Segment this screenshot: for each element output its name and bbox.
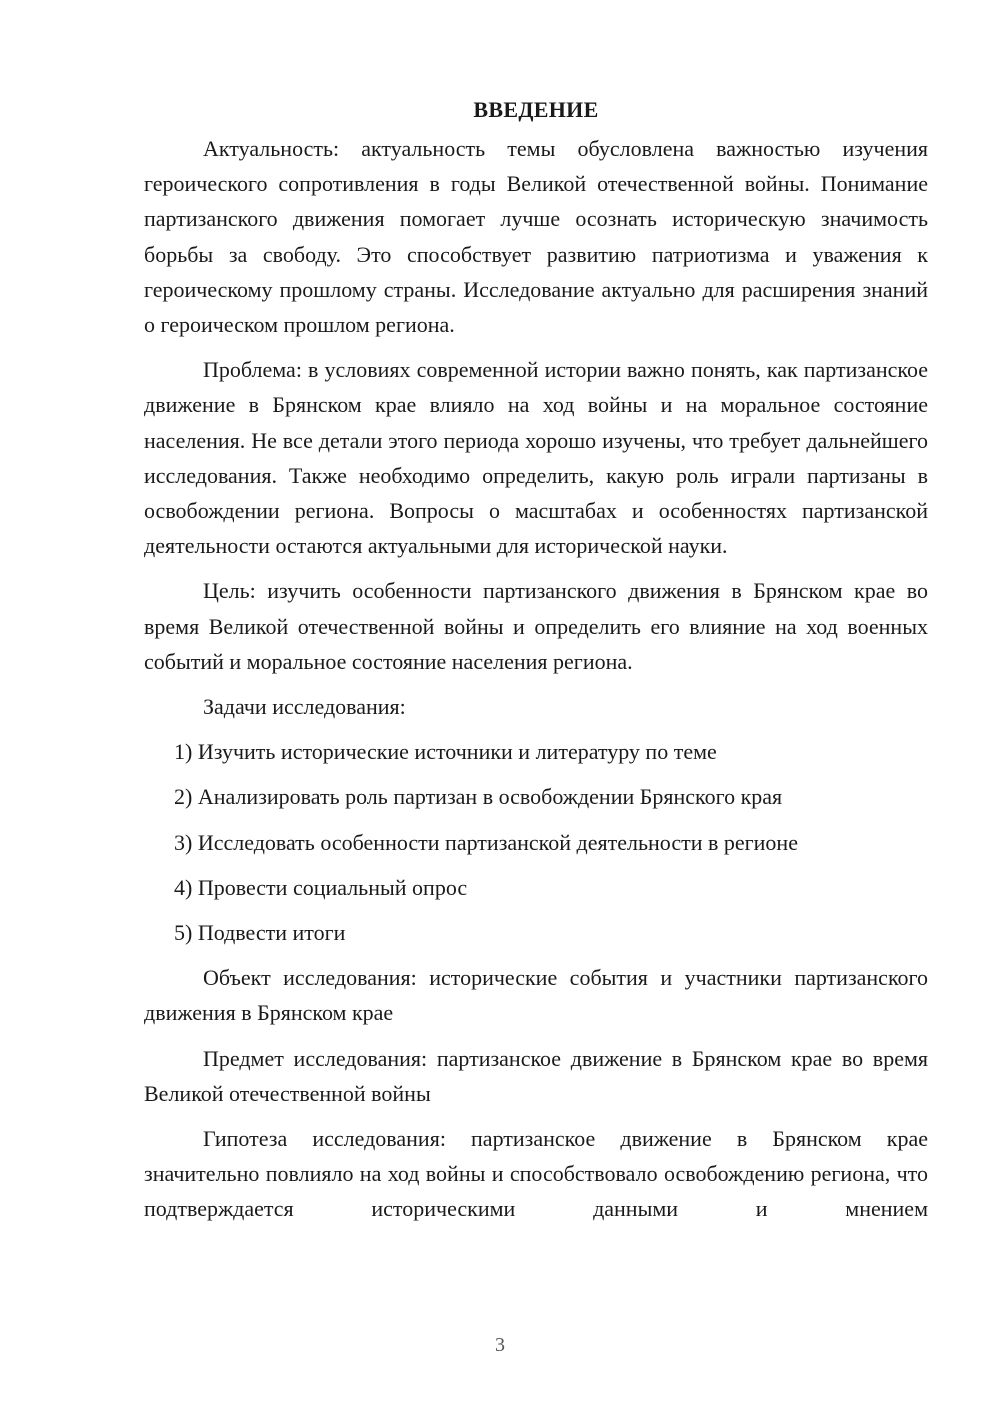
document-page xyxy=(144,92,928,1237)
paragraph-object: Объект исследования: исторические события и участники партизанского движения в Брянском крае xyxy=(144,965,928,1026)
paragraph-problem: Проблема: в условиях современной истории важно понять, как партизанское движение в Брянском крае влияло на ход войны и на моральное состояние населения. Не все детали этого периода хорошо изучены, что требует дальнейшего исследования. Также необходимо определить, какую роль играли партизаны в освобождении региона. Вопросы о масштабах и особенностях партизанской деятельности остаются актуальными для исторической науки. xyxy=(144,357,928,559)
list-item: 2) Анализировать роль партизан в освобождении Брянского края xyxy=(174,784,783,810)
paragraph-hypothesis: Гипотеза исследования: партизанское движение в Брянском крае значительно повлияло на ход войны и способствовало освобождению региона, что подтверждается историческими данными и мнением xyxy=(144,1126,928,1222)
tasks-list xyxy=(144,734,928,950)
list-item: 5) Подвести итоги xyxy=(174,920,346,946)
list-item: 3) Исследовать особенности партизанской деятельности в регионе xyxy=(174,829,798,855)
list-item: 1) Изучить исторические источники и литературу по теме xyxy=(174,739,717,765)
paragraph-subject: Предмет исследования: партизанское движение в Брянском крае во время Великой отечественной войны xyxy=(144,1045,928,1106)
list-item: 4) Провести социальный опрос xyxy=(174,874,468,900)
paragraph-goal: Цель: изучить особенности партизанского движения в Брянском крае во время Великой отечественной войны и определить его влияние на ход военных событий и моральное состояние населения региона. xyxy=(144,578,928,674)
paragraph-tasks-heading: Задачи исследования: xyxy=(203,694,406,720)
page-number: 3 xyxy=(495,1334,505,1356)
paragraph-relevance: Актуальность: актуальность темы обусловлена важностью изучения героического сопротивления в годы Великой отечественной войны. Понимание партизанского движения помогает лучше осознать историческую значимость борьбы за свободу. Это способствует развитию патриотизма и уважения к героическому прошлому страны. Исследование актуально для расширения знаний о героическом прошлом региона. xyxy=(144,136,928,338)
page-title: ВВЕДЕНИЕ xyxy=(473,97,599,122)
